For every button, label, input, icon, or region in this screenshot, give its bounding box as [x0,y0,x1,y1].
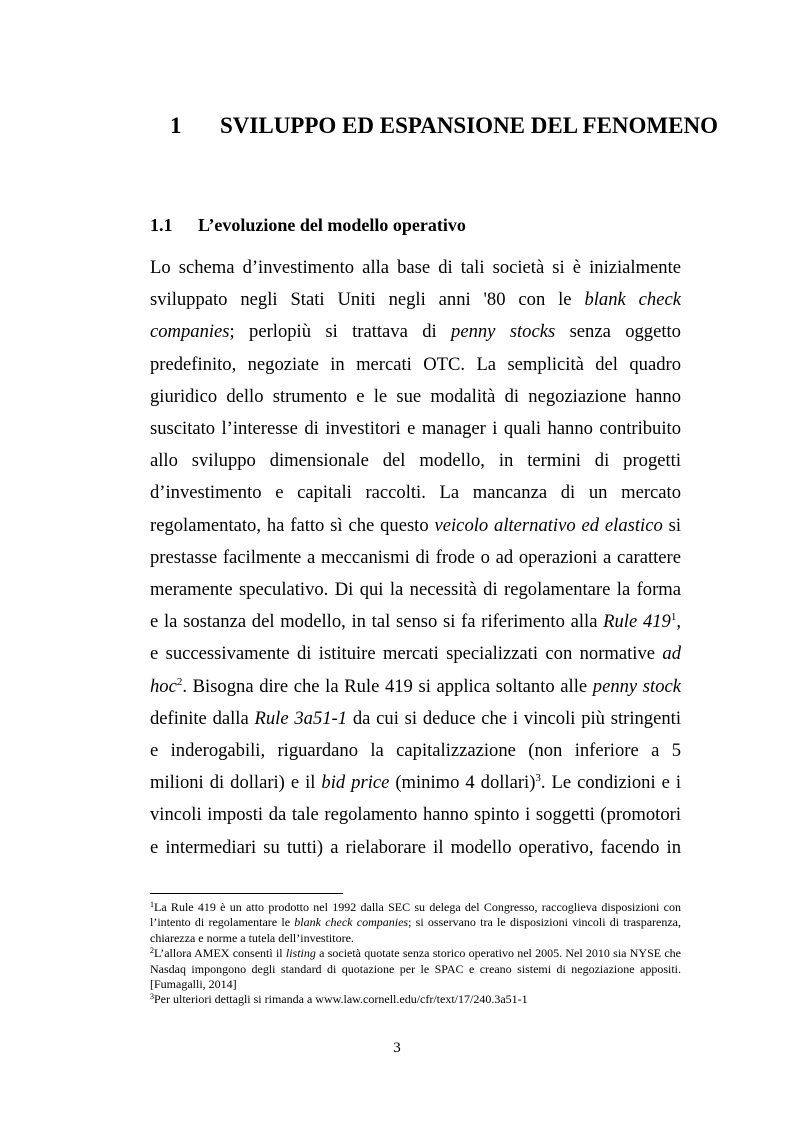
italic-term: blank check [584,289,681,311]
body-line [150,703,681,735]
text-run: vincoli imposti da tale regolamento hanno spinto i soggetti (promotori [150,804,681,826]
italic-term: listing [285,946,316,961]
body-line [150,413,681,445]
italic-term: companies [150,321,230,343]
italic-term: penny stocks [451,321,556,343]
text-run: regolamentato, ha fatto sì che questo [150,514,435,536]
section-heading [150,215,466,236]
text-run: senza oggetto [555,321,681,343]
text-run: e inderogabili, riguardano la capitalizzazione (non inferiore a 5 [150,740,681,762]
text-run: allo sviluppo dimensionale del modello, in termini di progetti [150,450,681,472]
body-line [150,252,681,284]
text-run: Lo schema d’investimento alla base di tali società si è inizialmente [150,257,681,278]
text-run: a società quotate senza storico operativo nel 2005. Nel 2010 sia NYSE che Nasdaq impongono degli standard di quotazione per le SPAC e creano sistemi di negoziazione appositi. [Fumagalli, 2014] [150,946,681,992]
page-number: 3 [393,1040,401,1056]
text-run: e intermediari su tutti) a rielaborare il modello operativo, facendo in [150,836,681,858]
italic-term: penny stock [592,675,682,697]
text-run: e la sostanza del modello, in tal senso si fa riferimento alla [150,611,604,633]
text-run: , [676,611,681,633]
footnote [150,992,681,1007]
footnote [150,946,681,992]
footnote-number: 1 [150,900,154,909]
text-run: Per ulteriori dettagli si rimanda a www.law.cornell.edu/cfr/text/17/240.3a51-1 [154,992,528,1007]
italic-term: blank check companies [294,915,409,930]
text-run: meramente speculativo. Di qui la necessità di regolamentare la forma [150,579,681,601]
body-line [150,671,681,703]
footnote-ref: 3 [535,772,541,785]
text-run: d’investimento e capitali raccolti. La mancanza di un mercato [150,482,681,504]
body-line [150,349,681,381]
text-run: sviluppato negli Stati Uniti negli anni '80 con le [150,289,585,311]
text-run: suscitato l’interesse di investitori e manager i quali hanno contribuito [150,418,681,440]
italic-term: Rule 3a51-1 [254,707,348,729]
body-line [150,799,681,831]
body-line [150,542,681,574]
body-line [150,735,681,767]
body-paragraph [150,252,681,864]
italic-term: Rule 419 [603,611,671,633]
text-run: prestasse facilmente a meccanismi di frode o ad operazioni a carattere [150,546,681,568]
footnote [150,900,681,946]
italic-term: ad [662,643,681,665]
italic-term: veicolo alternativo ed elastico [434,514,663,536]
text-run: da cui si deduce che i vincoli più stringenti [347,707,681,729]
body-line [150,638,681,670]
text-run: ; perlopiù si trattava di [229,321,452,343]
chapter-number: 1 [170,113,182,138]
text-run: . Le condizioni e i [540,772,682,794]
section-number: 1.1 [150,215,173,235]
italic-term: hoc [150,675,177,697]
body-line [150,381,681,413]
footnote-ref: 2 [176,675,183,688]
footnote-number: 3 [150,992,154,1002]
body-line [150,832,681,864]
text-run: milioni di dollari) e il [150,772,322,794]
footnote-ref: 1 [670,611,677,624]
section-title: L’evoluzione del modello operativo [198,215,466,235]
text-run: si [662,514,682,536]
text-run: e successivamente di istituire mercati specializzati con normative [150,643,663,665]
body-line [150,284,681,316]
italic-term: bid price [321,772,390,794]
body-line [150,445,681,477]
text-run: predefinito, negoziate in mercati OTC. La semplicità del quadro [150,353,681,375]
chapter-heading [170,113,718,139]
text-run: La Rule 419 è un atto prodotto nel 1992 dalla SEC su delega del Congresso, raccoglieva disposizioni con l’intento di regolamentare le [150,900,681,930]
text-run: giuridico dello strumento e le sue modalità di negoziazione hanno [150,385,681,407]
footnote-separator [150,893,343,894]
body-line [150,606,681,638]
text-run: L’allora AMEX consentì il [154,946,286,961]
footnote-number: 2 [150,946,154,956]
text-run: . Bisogna dire che la Rule 419 si applica soltanto alle [182,675,593,697]
chapter-title: SVILUPPO ED ESPANSIONE DEL FENOMENO [220,113,718,138]
footnotes [150,900,681,1008]
text-run: ; si osservano tra le disposizioni vincoli di trasparenza, chiarezza e norme a tutela dell’investitore. [150,915,682,945]
body-line [150,477,681,509]
text-run: definite dalla [150,707,255,729]
body-line [150,767,681,799]
body-line [150,316,681,348]
text-run: (minimo 4 dollari) [389,772,536,794]
body-line [150,510,681,542]
body-line [150,574,681,606]
